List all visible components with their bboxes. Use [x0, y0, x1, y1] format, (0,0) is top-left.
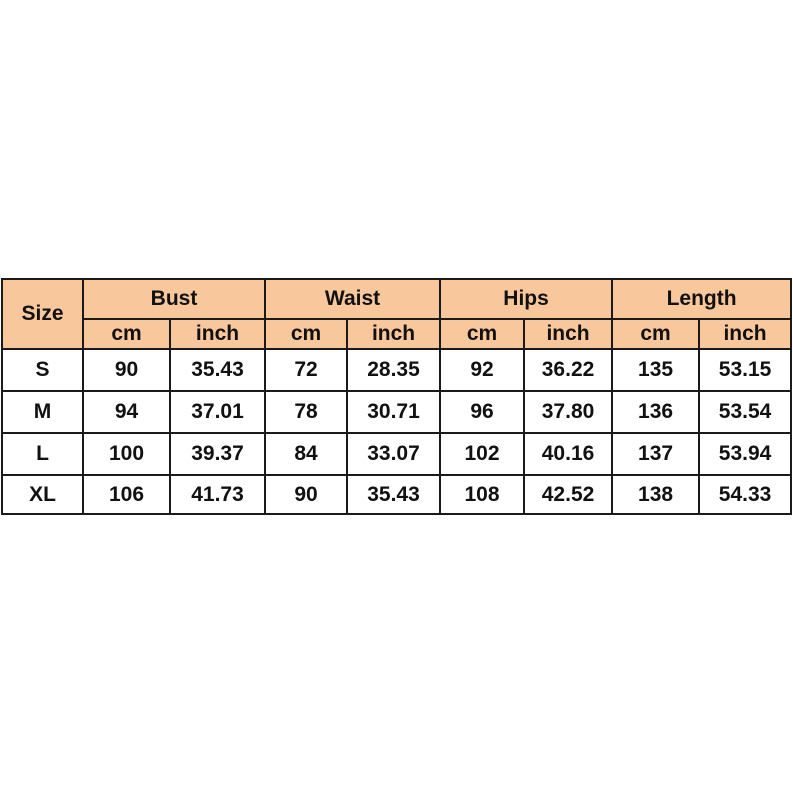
value-cell: 94	[83, 391, 170, 433]
value-cell: 42.52	[524, 475, 612, 514]
value-cell: 36.22	[524, 349, 612, 391]
value-cell: 53.54	[699, 391, 791, 433]
value-cell: 137	[612, 433, 699, 475]
size-chart-table	[1, 278, 792, 515]
value-cell: 138	[612, 475, 699, 514]
unit-header: cm	[83, 319, 170, 349]
unit-header: cm	[612, 319, 699, 349]
group-header-length: Length	[612, 279, 791, 319]
size-cell: S	[2, 349, 83, 391]
value-cell: 90	[265, 475, 347, 514]
value-cell: 96	[440, 391, 524, 433]
value-cell: 100	[83, 433, 170, 475]
table-row	[2, 433, 791, 475]
value-cell: 37.01	[170, 391, 265, 433]
value-cell: 72	[265, 349, 347, 391]
value-cell: 39.37	[170, 433, 265, 475]
unit-header: inch	[524, 319, 612, 349]
size-cell: XL	[2, 475, 83, 514]
value-cell: 108	[440, 475, 524, 514]
group-header-waist: Waist	[265, 279, 440, 319]
unit-header: inch	[347, 319, 440, 349]
unit-header: cm	[440, 319, 524, 349]
group-header-hips: Hips	[440, 279, 612, 319]
value-cell: 53.15	[699, 349, 791, 391]
unit-header: cm	[265, 319, 347, 349]
value-cell: 92	[440, 349, 524, 391]
value-cell: 35.43	[347, 475, 440, 514]
table-row	[2, 391, 791, 433]
value-cell: 40.16	[524, 433, 612, 475]
value-cell: 30.71	[347, 391, 440, 433]
value-cell: 135	[612, 349, 699, 391]
table-row	[2, 349, 791, 391]
value-cell: 54.33	[699, 475, 791, 514]
value-cell: 33.07	[347, 433, 440, 475]
table-row	[2, 475, 791, 514]
unit-header: inch	[699, 319, 791, 349]
value-cell: 136	[612, 391, 699, 433]
value-cell: 90	[83, 349, 170, 391]
group-header-bust: Bust	[83, 279, 265, 319]
size-cell: L	[2, 433, 83, 475]
value-cell: 28.35	[347, 349, 440, 391]
value-cell: 78	[265, 391, 347, 433]
unit-header: inch	[170, 319, 265, 349]
size-cell: M	[2, 391, 83, 433]
value-cell: 35.43	[170, 349, 265, 391]
value-cell: 102	[440, 433, 524, 475]
value-cell: 53.94	[699, 433, 791, 475]
value-cell: 106	[83, 475, 170, 514]
value-cell: 41.73	[170, 475, 265, 514]
size-header: Size	[2, 279, 83, 349]
value-cell: 84	[265, 433, 347, 475]
value-cell: 37.80	[524, 391, 612, 433]
unit-header-row	[2, 319, 791, 349]
group-header-row	[2, 279, 791, 319]
